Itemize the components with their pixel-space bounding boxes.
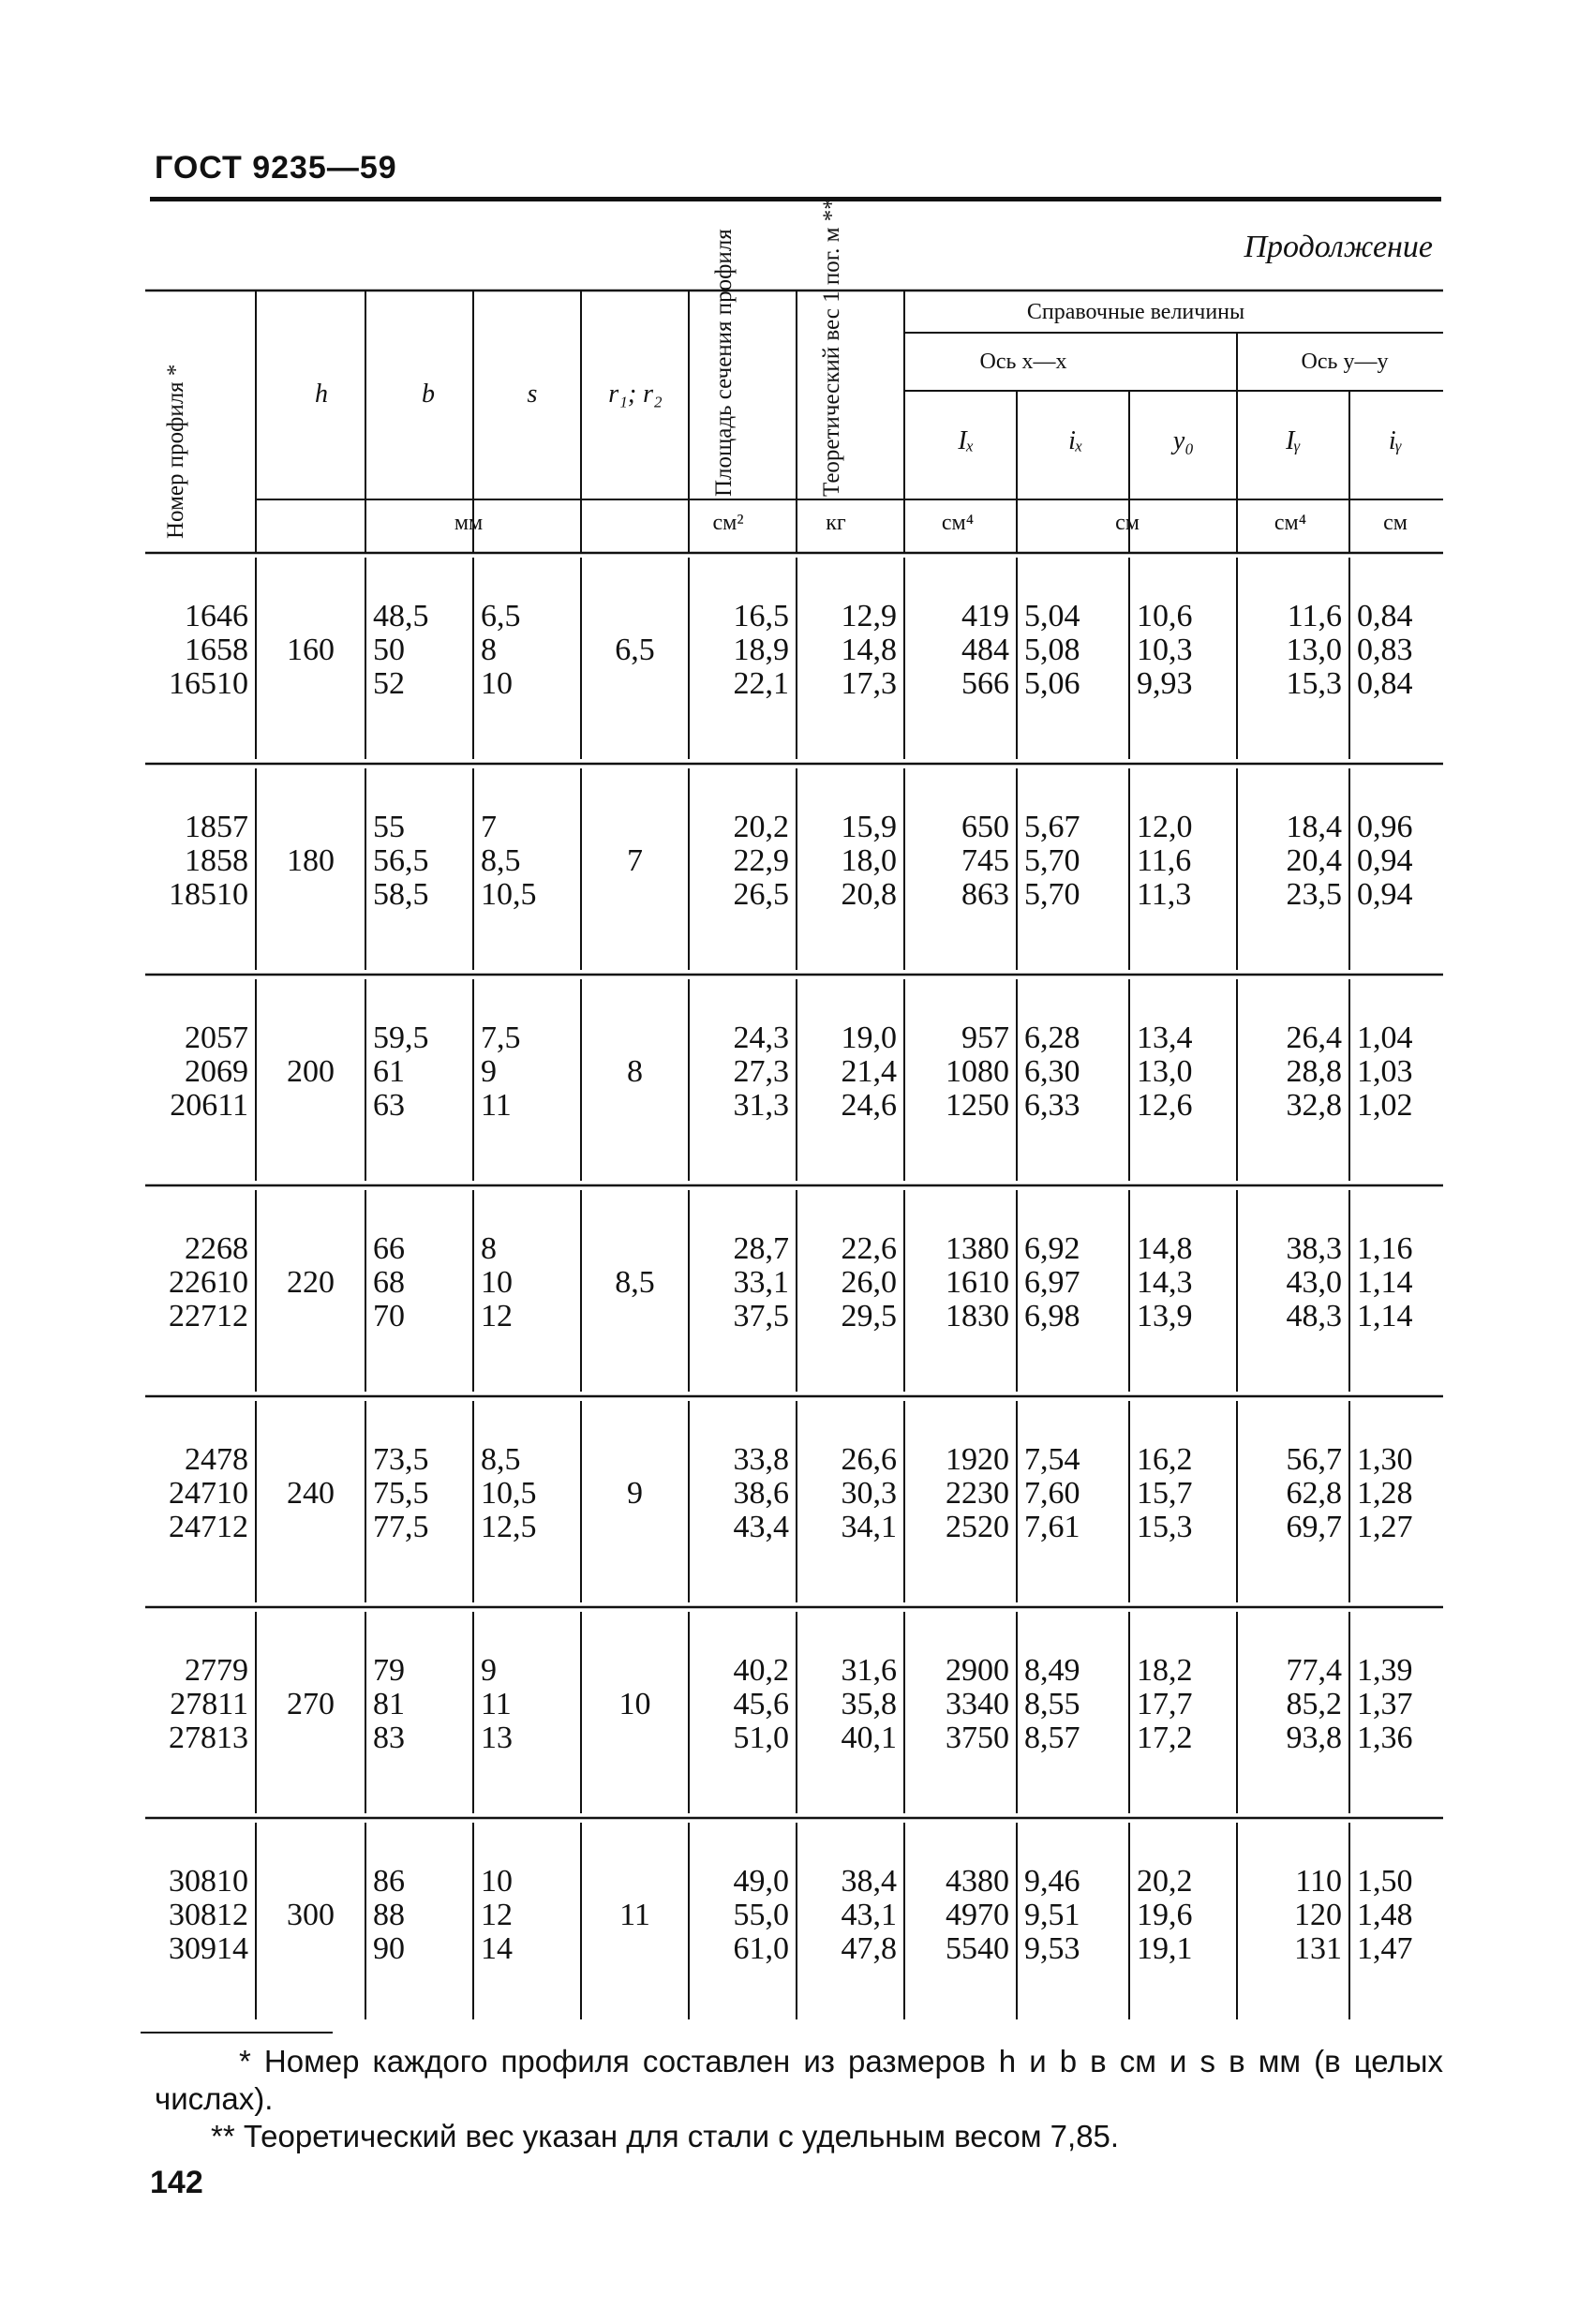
cell-ix: 9,46 9,51 9,53	[1024, 1864, 1080, 1966]
cell-b: 86 88 90	[373, 1864, 405, 1966]
cell-area: 16,5 18,9 22,1	[733, 599, 789, 701]
cell-b: 79 81 83	[373, 1653, 405, 1755]
cell-Iy: 26,4 28,8 32,8	[1286, 1020, 1342, 1123]
col-header-Ix: Iₓ	[958, 426, 975, 455]
col-header-s: s	[527, 380, 538, 409]
table-grid	[145, 286, 1443, 2019]
unit-cm-y: см	[1383, 511, 1408, 535]
cell-Iy: 18,4 20,4 23,5	[1286, 810, 1342, 912]
cell-weight: 31,6 35,8 40,1	[841, 1653, 897, 1755]
cell-weight: 22,6 26,0 29,5	[841, 1231, 897, 1333]
cell-iy: 0,84 0,83 0,84	[1357, 599, 1413, 701]
cell-Ix: 4380 4970 5540	[946, 1864, 1009, 1966]
cell-weight: 19,0 21,4 24,6	[841, 1020, 897, 1123]
cell-area: 33,8 38,6 43,4	[733, 1442, 789, 1544]
unit-cm2: см²	[712, 511, 744, 535]
cell-r: 8	[627, 1054, 643, 1089]
col-header-ix: iₓ	[1068, 426, 1083, 455]
col-header-axis-x: Ось x—x	[979, 350, 1067, 374]
cell-ix: 5,67 5,70 5,70	[1024, 810, 1080, 912]
cell-y0: 10,6 10,3 9,93	[1137, 599, 1193, 701]
cell-s: 9 11 13	[481, 1653, 513, 1755]
cell-r: 7	[627, 843, 643, 878]
cell-profiles: 2779 27811 27813	[169, 1653, 248, 1755]
cell-profiles: 2268 22610 22712	[169, 1231, 248, 1333]
cell-h: 300	[287, 1898, 335, 1932]
cell-profiles: 30810 30812 30914	[169, 1864, 248, 1966]
cell-area: 40,2 45,6 51,0	[733, 1653, 789, 1755]
footnote-rule	[141, 2032, 333, 2034]
col-header-Iy: Iᵧ	[1286, 426, 1301, 455]
cell-y0: 14,8 14,3 13,9	[1137, 1231, 1193, 1333]
cell-area: 20,2 22,9 26,5	[733, 810, 789, 912]
cell-s: 7 8,5 10,5	[481, 810, 537, 912]
cell-y0: 20,2 19,6 19,1	[1137, 1864, 1193, 1966]
cell-h: 240	[287, 1476, 335, 1511]
cell-ix: 5,04 5,08 5,06	[1024, 599, 1080, 701]
cell-s: 8,5 10,5 12,5	[481, 1442, 537, 1544]
cell-Iy: 38,3 43,0 48,3	[1286, 1231, 1342, 1333]
cell-s: 8 10 12	[481, 1231, 513, 1333]
cell-r: 6,5	[615, 633, 655, 667]
cell-Ix: 957 1080 1250	[946, 1020, 1009, 1123]
cell-iy: 1,39 1,37 1,36	[1357, 1653, 1413, 1755]
cell-s: 10 12 14	[481, 1864, 513, 1966]
cell-b: 66 68 70	[373, 1231, 405, 1333]
cell-profiles: 2478 24710 24712	[169, 1442, 248, 1544]
footnote-2: ** Теоретический вес указан для стали с удельным весом 7,85.	[211, 2119, 1120, 2153]
cell-Ix: 1920 2230 2520	[946, 1442, 1009, 1544]
unit-cm-x: см	[1115, 511, 1140, 535]
cell-weight: 12,9 14,8 17,3	[841, 599, 897, 701]
cell-Iy: 110 120 131	[1294, 1864, 1342, 1966]
cell-Ix: 2900 3340 3750	[946, 1653, 1009, 1755]
continuation-label: Продолжение	[1244, 230, 1433, 264]
cell-b: 59,5 61 63	[373, 1020, 429, 1123]
cell-y0: 12,0 11,6 11,3	[1137, 810, 1193, 912]
cell-Ix: 419 484 566	[961, 599, 1009, 701]
cell-h: 200	[287, 1054, 335, 1089]
col-header-r: r₁; r₂	[608, 380, 663, 409]
cell-h: 180	[287, 843, 335, 878]
cell-area: 28,7 33,1 37,5	[733, 1231, 789, 1333]
cell-iy: 1,30 1,28 1,27	[1357, 1442, 1413, 1544]
col-header-reference: Справочные величины	[1026, 300, 1245, 324]
cell-ix: 7,54 7,60 7,61	[1024, 1442, 1080, 1544]
cell-y0: 16,2 15,7 15,3	[1137, 1442, 1193, 1544]
cell-Iy: 11,6 13,0 15,3	[1286, 599, 1342, 701]
page-number: 142	[150, 2165, 203, 2200]
unit-cm4-x: см⁴	[941, 511, 975, 535]
cell-profiles: 2057 2069 20611	[170, 1020, 248, 1123]
col-header-axis-y: Ось y—y	[1301, 350, 1389, 374]
cell-weight: 38,4 43,1 47,8	[841, 1864, 897, 1966]
cell-weight: 26,6 30,3 34,1	[841, 1442, 897, 1544]
cell-ix: 6,28 6,30 6,33	[1024, 1020, 1080, 1123]
cell-s: 7,5 9 11	[481, 1020, 521, 1123]
col-header-h: h	[315, 380, 328, 409]
col-header-y0: y₀	[1172, 426, 1195, 455]
cell-b: 73,5 75,5 77,5	[373, 1442, 429, 1544]
col-header-weight: Теоретический вес 1 пог. м **	[819, 198, 844, 497]
cell-b: 55 56,5 58,5	[373, 810, 429, 912]
cell-r: 11	[619, 1898, 650, 1932]
cell-r: 8,5	[615, 1265, 655, 1300]
cell-Iy: 77,4 85,2 93,8	[1286, 1653, 1342, 1755]
cell-s: 6,5 8 10	[481, 599, 521, 701]
cell-h: 270	[287, 1687, 335, 1721]
cell-y0: 13,4 13,0 12,6	[1137, 1020, 1193, 1123]
cell-r: 9	[627, 1476, 643, 1511]
cell-b: 48,5 50 52	[373, 599, 429, 701]
cell-iy: 1,04 1,03 1,02	[1357, 1020, 1413, 1123]
header-rule	[150, 197, 1441, 201]
cell-ix: 6,92 6,97 6,98	[1024, 1231, 1080, 1333]
cell-ix: 8,49 8,55 8,57	[1024, 1653, 1080, 1755]
cell-h: 220	[287, 1265, 335, 1300]
cell-Ix: 1380 1610 1830	[946, 1231, 1009, 1333]
footnote-1: * Номер каждого профиля составлен из размеров h и b в см и s в мм (в целых числах).	[155, 2044, 1443, 2116]
cell-iy: 1,16 1,14 1,14	[1357, 1231, 1413, 1333]
page-header-title: ГОСТ 9235—59	[155, 150, 397, 186]
unit-cm4-y: см⁴	[1274, 511, 1307, 535]
col-header-area: Площадь сечения профиля	[711, 229, 737, 497]
cell-h: 160	[287, 633, 335, 667]
cell-iy: 1,50 1,48 1,47	[1357, 1864, 1413, 1966]
cell-iy: 0,96 0,94 0,94	[1357, 810, 1413, 912]
cell-Iy: 56,7 62,8 69,7	[1286, 1442, 1342, 1544]
cell-area: 24,3 27,3 31,3	[733, 1020, 789, 1123]
cell-r: 10	[618, 1687, 651, 1721]
col-header-b: b	[422, 380, 435, 409]
unit-mm: мм	[454, 511, 484, 535]
col-header-profile-no: Номер профиля *	[163, 364, 188, 539]
col-header-iy: iᵧ	[1388, 426, 1403, 455]
cell-profiles: 1646 1658 16510	[169, 599, 248, 701]
cell-weight: 15,9 18,0 20,8	[841, 810, 897, 912]
cell-profiles: 1857 1858 18510	[169, 810, 248, 912]
cell-y0: 18,2 17,7 17,2	[1137, 1653, 1193, 1755]
cell-area: 49,0 55,0 61,0	[733, 1864, 789, 1966]
cell-Ix: 650 745 863	[961, 810, 1009, 912]
footnotes	[155, 2043, 1443, 2155]
unit-kg: кг	[826, 511, 846, 535]
